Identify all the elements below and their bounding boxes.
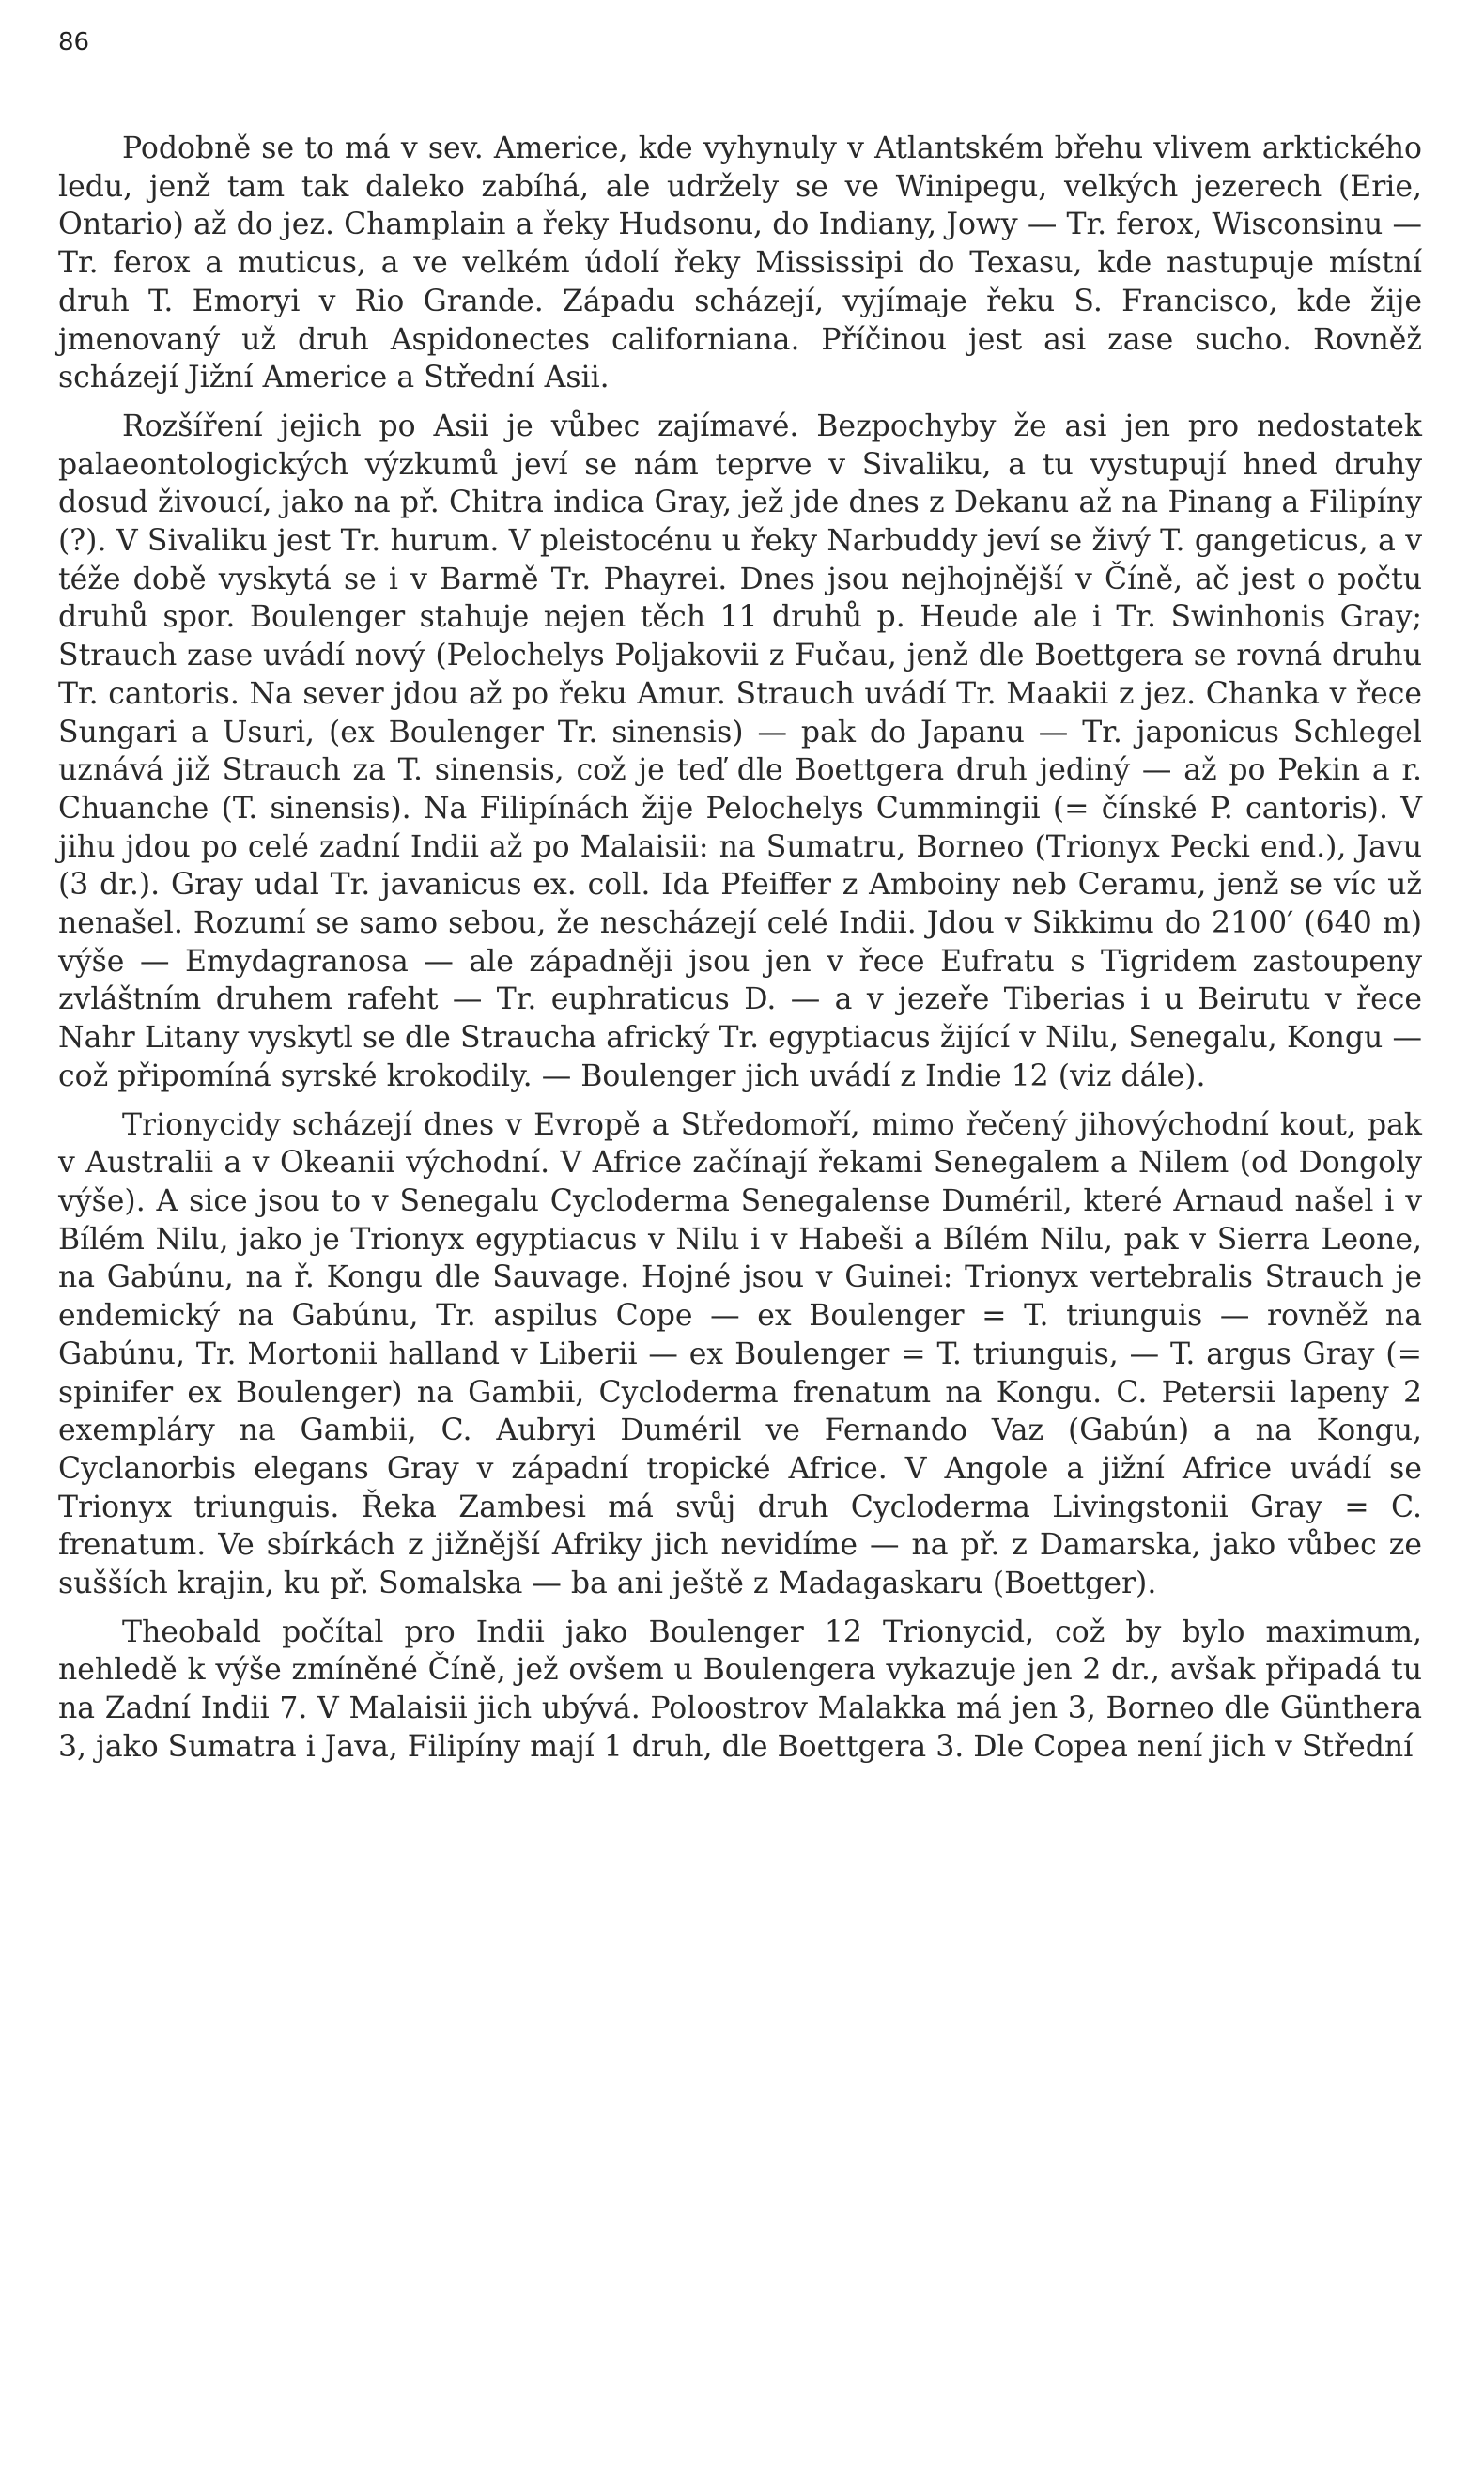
paragraph: Rozšíření jejich po Asii je vůbec zajímavé. Bezpochyby že asi jen pro nedostatek palaeontologických výzkumů jeví se nám teprve v Sivaliku, a tu vystupují hned druhy dosud živoucí, jako na př. Chitra indica Gray, jež jde dnes z Dekanu až na Pinang a Filipíny (?). V Sivaliku jest Tr. hurum. V pleistocénu u řeky Narbuddy jeví se živý T. gangeticus, a v téže době vyskytá se i v Barmě Tr. Phayrei. Dnes jsou nejhojnější v Číně, ač jest o počtu druhů spor. Boulenger stahuje nejen těch 11 druhů p. Heude ale i Tr. Swinhonis Gray; Strauch zase uvádí nový (Pelochelys Poljakovii z Fučau, jenž dle Boettgera se rovná druhu Tr. cantoris. Na sever jdou až po řeku Amur. Strauch uvádí Tr. Maakii z jez. Chanka v řece Sungari a Usuri, (ex Boulenger Tr. sinensis) — pak do Japanu — Tr. japonicus Schlegel uznává již Strauch za T. sinensis, což je teď dle Boettgera druh jediný — až po Pekin a r. Chuanche (T. sinensis). Na Filipínách žije Pelochelys Cummingii (= čínské P. cantoris). V jihu jdou po celé zadní Indii až po Malaisii: na Sumatru, Borneo (Trionyx Pecki end.), Javu (3 dr.). Gray udal Tr. javanicus ex. coll. Ida Pfeiffer z Amboiny neb Ceramu, jenž se víc už nenašel. Rozumí se samo sebou, že nescházejí celé Indii. Jdou v Sikkimu do 2100′ (640 m) výše — Emydagranosa — ale západněji jsou jen v řece Eufratu s Tigridem zastoupeny zvláštním druhem rafeht — Tr. euphraticus D. — a v jezeře Tiberias i u Beirutu v řece Nahr Litany vyskytl se dle Straucha africký Tr. egyptiacus žijící v Nilu, Senegalu, Kongu — což připomíná syrské krokodily. — Boulenger jich uvádí z Indie 12 (viz dále). — [58, 409, 1422, 1093]
page-number: 86 — [58, 28, 90, 56]
paragraph: Podobně se to má v sev. Americe, kde vyhynuly v Atlantském břehu vlivem arktického ledu, jenž tam tak daleko zabíhá, ale udrželу se ve Winipegu, velkých jezerech (Erie, Ontario) až do jez. Champlain a řeky Hudsonu, do Indiany, Jowy — Tr. ferox, Wisconsinu — Tr. ferox a muticus, a ve velkém údolí řeky Mississipi do Texasu, kde nastupuje místní druh T. Emoryi v Rio Grande. Západu scházejí, vyjímaje řeku S. Francisco, kde žije jmenovaný už druh Aspidonectes californiana. Příčinou jest asi zase sucho. Rovněž scházejí Jižní Americe a Střední Asii. — [58, 131, 1422, 395]
body-text — [58, 130, 1422, 1777]
paragraph: Theobald počítal pro Indii jako Boulenger 12 Trionycid, což by bylo maximum, nehledě k výše zmíněné Číně, jež ovšem u Boulengera vykazuje jen 2 dr., avšak připadá tu na Zadní Indii 7. V Malaisii jich ubývá. Poloostrov Malakka má jen 3, Borneo dle Günthera 3, jako Sumatra i Java, Filipíny mají 1 druh, dle Boettgera 3. Dle Copea není jich v Střední — [58, 1614, 1422, 1764]
paragraph: Trionycidy scházejí dnes v Evropě a Středomoří, mimo řečený jihovýchodní kout, pak v Australii a v Okeanii východní. V Africe začínají řekami Senegalem a Nilem (od Dongoly výše). A sice jsou to v Senegalu Cycloderma Senegalense Duméril, které Arnaud našel i v Bílém Nilu, jako je Trionyx egyptiacus v Nilu i v Habeši a Bílém Nilu, pak v Sierra Leone, na Gabúnu, na ř. Kongu dle Sauvage. Hojné jsou v Guinei: Trionyx vertebralis Strauch je endemický na Gabúnu, Tr. aspilus Cope — ex Boulenger = T. triunguis — rovněž na Gabúnu, Tr. Mortonii halland v Liberii — ex Boulenger = T. triunguis, — T. argus Gray (= spinifer ex Boulenger) na Gambii, Cycloderma frenatum na Kongu. C. Petersii lapeny 2 exempláry na Gambii, C. Aubryi Duméril ve Fernando Vaz (Gabún) a na Kongu, Cyclanorbis elegans Gray v západní tropické Africe. V Angole a jižní Africe uvádí se Trionyx triunguis. Řeka Zambesi má svůj druh Cycloderma Livingstonii Gray = C. frenatum. Ve sbírkách z jižnější Afriky jich nevidíme — na př. z Damarska, jako vůbec ze sušších krajin, ku př. Somalska — ba ani ještě z Madagaskaru (Boettger). — [58, 1107, 1422, 1601]
